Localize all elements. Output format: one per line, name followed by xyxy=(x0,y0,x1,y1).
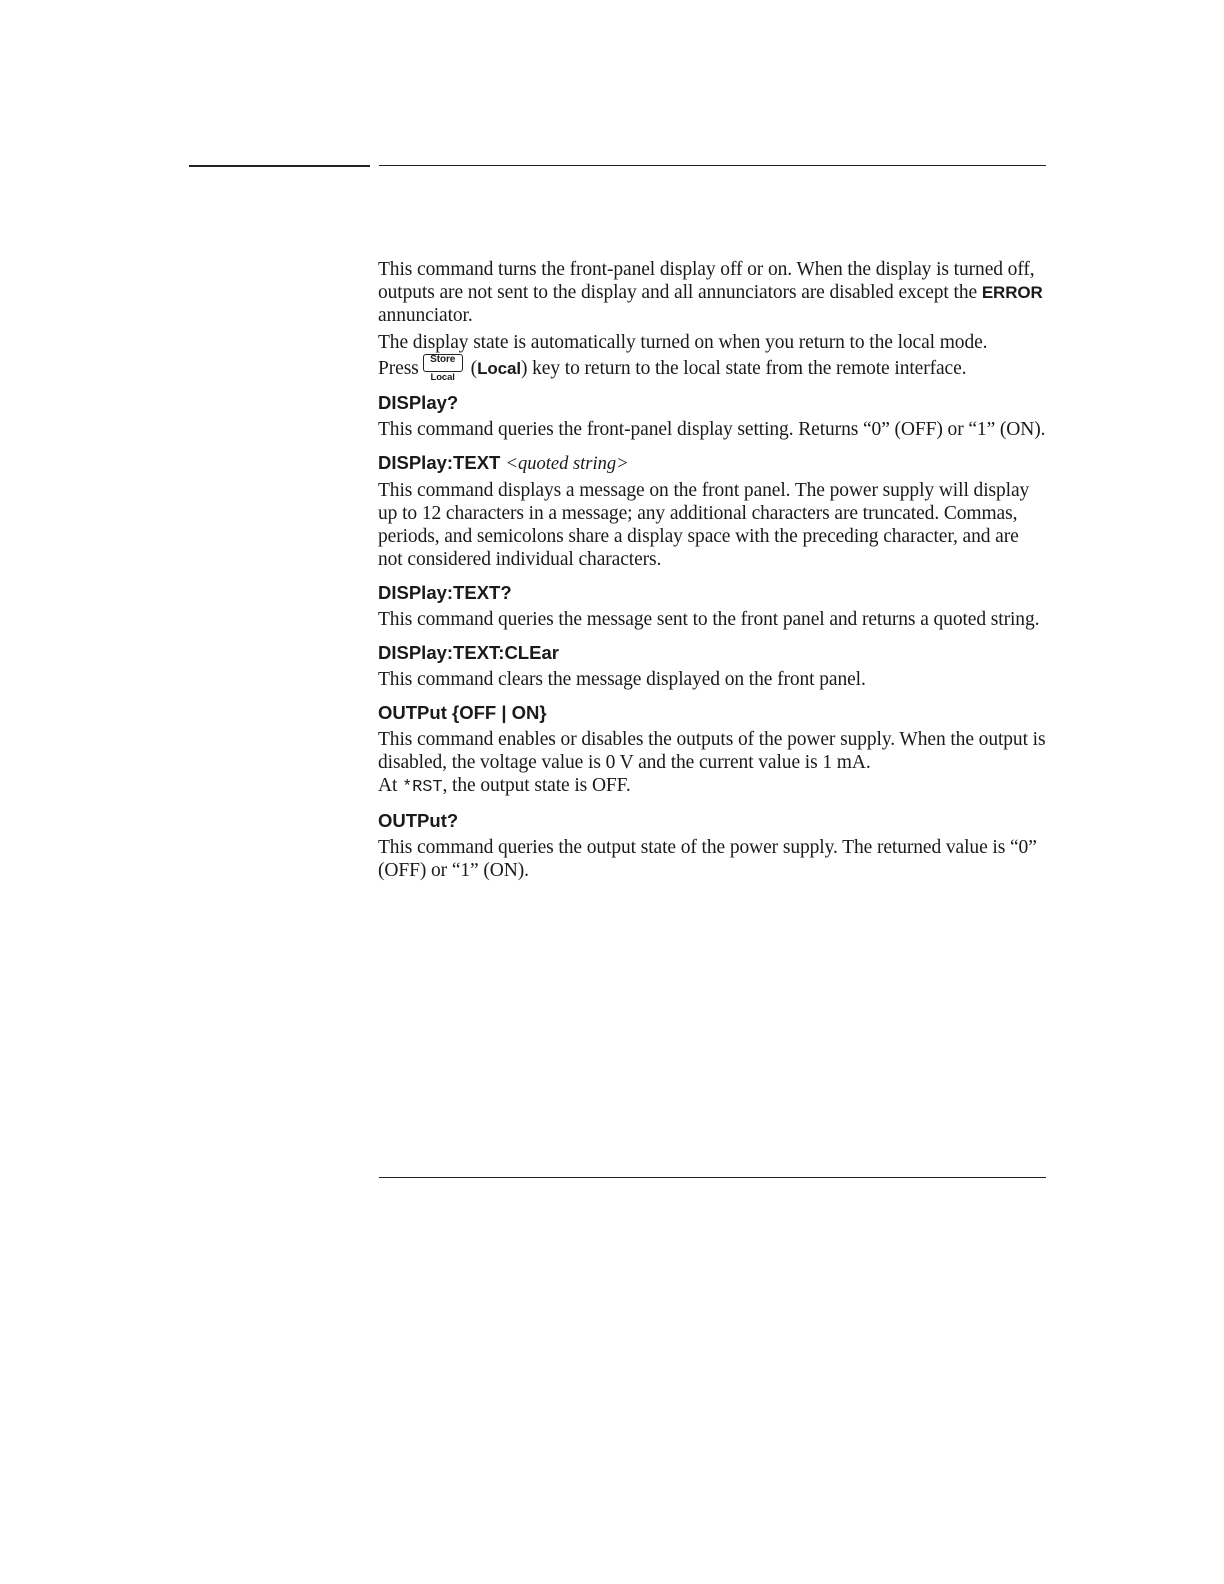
command-output xyxy=(378,702,1048,799)
command-description: This command queries the message sent to the front panel and returns a quoted string. xyxy=(378,609,1040,630)
local-mode-note xyxy=(378,331,1048,383)
command-keyword: DISPlay:TEXT xyxy=(378,452,501,473)
display-desc-end: annunciator. xyxy=(378,305,473,326)
command-description: This command displays a message on the front panel. The power supply will display up to 12 characters in a message; any additional characters are truncated. Commas, periods, and semicolons share a display space with the preceding character, and are not considered individual characters. xyxy=(378,480,1030,570)
error-annunciator-label: ERROR xyxy=(981,283,1043,302)
command-argument: <quoted string> xyxy=(505,454,629,474)
command-name: DISPlay? xyxy=(378,392,459,413)
command-reset-note xyxy=(378,774,1048,799)
command-name: OUTPut? xyxy=(378,810,459,831)
key-bottom-label: Local xyxy=(430,372,455,383)
command-display-text-query xyxy=(378,582,1048,631)
footer-rule xyxy=(379,1177,1046,1178)
command-description: This command clears the message displayed on the front panel. xyxy=(378,669,866,690)
page-content xyxy=(378,258,1048,882)
header-rule-right xyxy=(379,165,1046,166)
display-description xyxy=(378,258,1048,327)
reset-note-start: At xyxy=(378,775,403,796)
store-local-key-icon xyxy=(423,354,467,383)
command-display-text-clear xyxy=(378,642,1048,691)
command-name xyxy=(378,452,1048,475)
local-mode-line2-end: ) key to return to the local state from the remote interface. xyxy=(520,358,967,379)
key-top-label: Store xyxy=(430,354,456,365)
paren-open: ( xyxy=(470,358,478,379)
rst-command: *RST xyxy=(402,778,443,797)
command-description: This command enables or disables the outputs of the power supply. When the output is disabled, the voltage value is 0 V and the current value is 1 mA. xyxy=(378,729,1046,773)
command-display-query xyxy=(378,392,1048,441)
command-description: This command queries the output state of the power supply. The returned value is “0” (OFF) or “1” (ON). xyxy=(378,837,1037,881)
local-mode-line1: The display state is automatically turned on when you return to the local mode. xyxy=(378,332,988,353)
header-rule-left xyxy=(189,165,370,167)
command-name: DISPlay:TEXT:CLEar xyxy=(378,642,559,663)
command-output-query xyxy=(378,810,1048,882)
local-key-label: Local xyxy=(477,359,521,378)
display-desc-text: This command turns the front-panel display off or on. When the display is turned off, outputs are not sent to the display and all annunciators are disabled except the xyxy=(378,259,1035,303)
command-name: DISPlay:TEXT? xyxy=(378,582,512,603)
reset-note-end: , the output state is OFF. xyxy=(442,775,631,796)
command-name: OUTPut {OFF | ON} xyxy=(378,702,547,723)
command-display-text xyxy=(378,452,1048,571)
command-description: This command queries the front-panel display setting. Returns “0” (OFF) or “1” (ON). xyxy=(378,419,1046,440)
press-word: Press xyxy=(378,358,419,379)
